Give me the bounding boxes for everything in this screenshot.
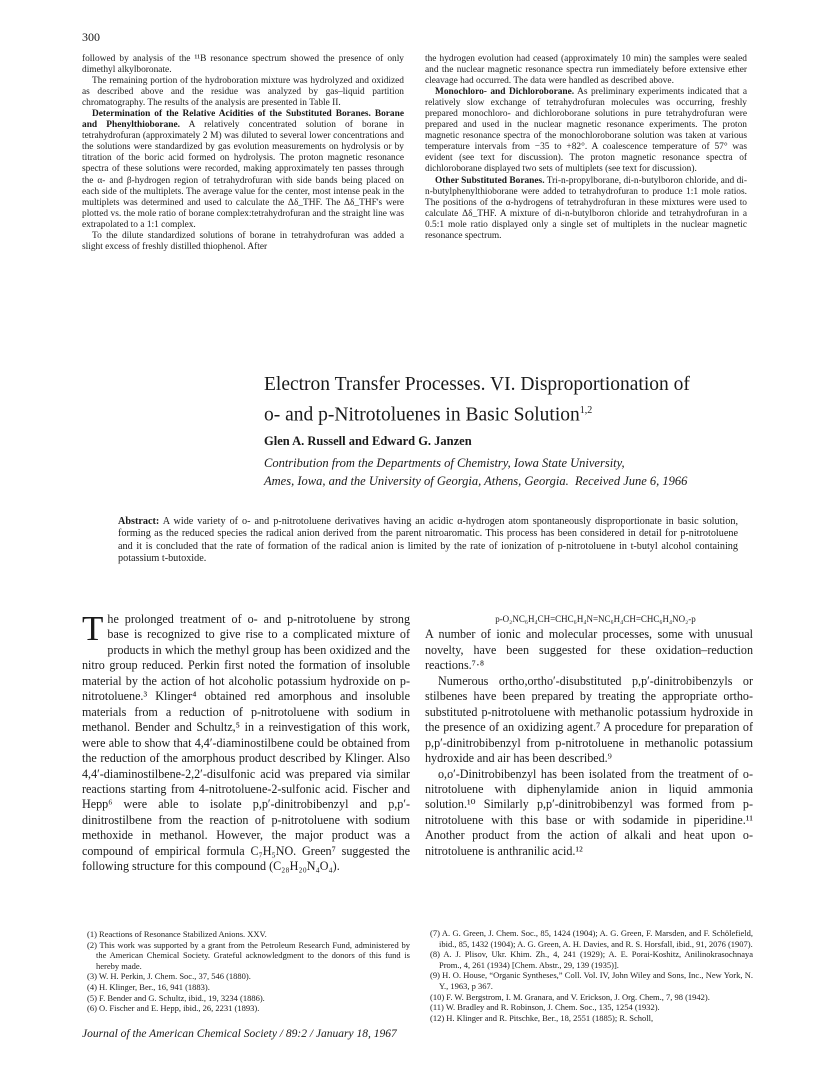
paragraph: A number of ionic and molecular processes, some with unusual novelty, have been suggested for these oxidation–reduction reactions.⁷·⁸ [425, 627, 753, 673]
footnote: (5) F. Bender and G. Schultz, ibid., 19, 3234 (1886). [87, 992, 265, 1003]
abstract [118, 516, 738, 566]
title-footnote-marker: 1,2 [579, 405, 593, 416]
affiliation [264, 454, 744, 490]
footnote: (8) A. J. Plisov, Ukr. Khim. Zh., 4, 241 (1929); A. E. Porai-Koshitz, Anilinokrasochnaya Prom., 4, 261 (1934) [Chem. Abstr., 29, 139 (1935)]. [430, 949, 753, 970]
paragraph: followed by analysis of the ¹¹B resonance spectrum showed the presence of only dimethyl alkylboronate. [82, 54, 404, 76]
paragraph: o,o′-Dinitrobibenzyl has been isolated from the treatment of o-nitrotoluene with diphenylamide anion in liquid ammonia solution.¹⁰ Similarly p,p′-dinitrobibenzyl was formed from p-nitrotoluene with this base or with sodamide in piperidine.¹¹ Another product from the action of alkali and heat upon o-nitrotoluene is anthranilic acid.¹² [425, 766, 753, 858]
experimental-column-right [425, 54, 747, 242]
abstract-label: Abstract: [118, 516, 160, 527]
received-date: Received June 6, 1966 [574, 474, 688, 488]
footnotes-right [425, 928, 753, 1023]
footnote: (4) H. Klinger, Ber., 16, 941 (1883). [87, 981, 210, 992]
footnote: (3) W. H. Perkin, J. Chem. Soc., 37, 546 (1880). [87, 971, 251, 982]
paragraph: To the dilute standardized solutions of borane in tetrahydrofuran was added a slight excess of freshly distilled thiophenol. After [82, 230, 404, 252]
paragraph [82, 109, 404, 231]
paragraph-text: he prolonged treatment of o- and p-nitrotoluene by strong base is recognized to give rise to a complicated mixture of products in which the methyl group has been oxidized and the nitro group reduced. Perkin first noted the formation of insoluble material by the action of hot alcoholic potassium hydroxide on p-nitrotoluene.³ Klinger⁴ obtained red amorphous and insoluble materials from a reduction of p-nitrotoluene with sodium in methanol. Bender and Schultz,⁵ in a reinvestigation of this work, were able to show that 4,4′-diaminostilbene could be obtained from the reduction of the amorphous product described by Klinger. Also 4,4′-diaminostilbene-2,2′-disulfonic acid was prepared via similar reactions starting from 4-nitrotoluene-2-sulfonic acid. Fischer and Hepp⁶ were able to isolate p,p′-dinitrobibenzyl and p,p′-dinitrostilbene from the reaction of p-nitrotoluene with sodium methoxide in methanol. However, the major product was a compound of empirical formula C₇H₅NO. Green⁷ suggested the following structure for this compound (C₂₈H₂₀N₄O₄). [82, 612, 410, 874]
paragraph: Numerous ortho,ortho′-disubstituted p,p′-dinitrobibenzyls or stilbenes have been prepared by treating the appropriate ortho-substituted p-nitrotoluene with methanolic potassium hydroxide in the presence of an oxidizing agent.⁷ A procedure for preparation of p,p′-dinitrobibenzyl from p-nitrotoluene in methanolic potassium hydroxide and air has been described.⁹ [425, 673, 753, 766]
authors: Glen A. Russell and Edward G. Janzen [264, 434, 472, 448]
footnote: (7) A. G. Green, J. Chem. Soc., 85, 1424 (1904); A. G. Green, F. Marsden, and F. Schölefield, ibid., 85, 1432 (1904); A. G. Green, A. H. Davies, and R. S. Horsfall, ibid., 91, 2076 (1907). [430, 928, 753, 949]
footnote: (2) This work was supported by a grant from the Petroleum Research Fund, administered by the American Chemical Society. Grateful acknowledgment to the donors of this fund is hereby made. [87, 939, 410, 971]
paragraph-text: Tri-n-propylborane, di-n-butylboron chloride, and di-n-butylphenylthioborane were added to tetrahydrofuran to produce 1:1 mole ratios. The positions of the α-hydrogens of tetrahydrofuran in these mixtures were used to calculate Δδ_THF. A mixture of di-n-butylboron chloride and tetrahydrofuran in a 0.5:1 mole ratio displayed only a single set of multiplets in the nuclear magnetic resonance spectrum. [425, 175, 747, 241]
paragraph: the hydrogen evolution had ceased (approximately 10 min) the samples were sealed and the nuclear magnetic resonance spectra run immediately before extensive ether cleavage had occurred. The data were handled as described above. [425, 54, 747, 87]
footnote: (11) W. Bradley and R. Robinson, J. Chem. Soc., 135, 1254 (1932). [430, 1002, 660, 1013]
section-heading: Other Substituted Boranes. [435, 175, 545, 186]
journal-footer: Journal of the American Chemical Society / 89:2 / January 18, 1967 [82, 1028, 397, 1040]
title-line: Electron Transfer Processes. VI. Disproportionation of [264, 374, 690, 395]
article-title [264, 372, 764, 429]
paragraph-text: A relatively concentrated solution of borane in tetrahydrofuran (approximately 2 M) was diluted to several lower concentrations and the solutions were standardized by gas evolution measurements on hydrolysis or by titration of the boric acid formed on hydrolysis. The proton magnetic resonance spectra of these solutions were recorded, making approximately ten passes through the α- and β-hydrogen region of tetrahydrofuran with side bands being placed on each side of the multiplets. The average value for the center, most intense peak in the multiplets was determined and used to calculate the Δδ_THF. The Δδ_THF's were plotted vs. the mole ratio of borane complex:tetrahydrofuran and the straight line was extrapolated to a 1:1 complex. [82, 120, 405, 230]
footnote: (9) H. O. House, “Organic Syntheses,” Coll. Vol. IV, John Wiley and Sons, Inc., New York, N. Y., 1963, p 367. [430, 970, 753, 991]
footnote: (12) H. Klinger and R. Pitschke, Ber., 18, 2551 (1885); R. Scholl, [430, 1012, 654, 1023]
paragraph [425, 87, 747, 175]
body-column-left [82, 609, 410, 875]
chemical-formula: p-O₂NC₆H₄CH=CHC₆H₄N=NC₆H₄CH=CHC₆H₄NO₂-p [495, 614, 696, 624]
footnote: (6) O. Fischer and E. Hepp, ibid., 26, 2231 (1893). [87, 1003, 260, 1014]
section-heading: Determination of the Relative Acidities of the Substituted Boranes. Borane and Phenylthioborane. [82, 109, 404, 131]
paragraph [82, 609, 410, 875]
section-heading: Monochloro- and Dichloroborane. [435, 87, 575, 98]
title-line: o- and p-Nitrotoluenes in Basic Solution$^{1,2}$ [264, 404, 593, 426]
paragraph-text: As preliminary experiments indicated that a relatively slow exchange of tetrahydrofuran molecules was occurring, freshly prepared monochloro- and dichloroborane solutions in pure tetrahydrofuran were prepared and used in the nuclear magnetic resonance experiments. The proton magnetic resonance spectra of the monochloroborane solution was taken at various temperature intervals from −35 to +82°. A coalescence temperature of 57° was evident (see text for discussion). The proton magnetic resonance spectra of dichloroborane displayed two sets of multiplets (see text for discussion). [425, 87, 747, 175]
footnote: (1) Reactions of Resonance Stabilized Anions. XXV. [87, 929, 267, 939]
drop-cap: T [82, 609, 104, 648]
footnotes-left [82, 929, 410, 1014]
paragraph: The remaining portion of the hydroboration mixture was hydrolyzed and oxidized as described above and the residue was analyzed by gas–liquid partition chromatography. The results of the analysis are presented in Table II. [82, 76, 404, 109]
affiliation-line: Ames, Iowa, and the University of Georgia, Athens, Georgia. Received June 6, 1966 [264, 474, 688, 488]
experimental-column-left [82, 54, 404, 253]
page-number: 300 [82, 30, 100, 44]
footnote: (10) F. W. Bergstrom, I. M. Granara, and V. Erickson, J. Org. Chem., 7, 98 (1942). [430, 991, 710, 1002]
abstract-text: A wide variety of o- and p-nitrotoluene derivatives having an acidic α-hydrogen atom spontaneously disproportionate in basic solution, forming as the reduced species the radical anion derived from the parent nitroaromatic. This process has been considered in detail for p-nitrotoluene and it is concluded that the rate of formation of the radical anion is limited by the rate of ionization of p-nitrotoluene in t-butyl alcohol containing potassium t-butoxide. [118, 516, 738, 565]
affiliation-line: Contribution from the Departments of Chemistry, Iowa State University, [264, 456, 625, 470]
paragraph [425, 176, 747, 242]
body-column-right [425, 612, 753, 859]
